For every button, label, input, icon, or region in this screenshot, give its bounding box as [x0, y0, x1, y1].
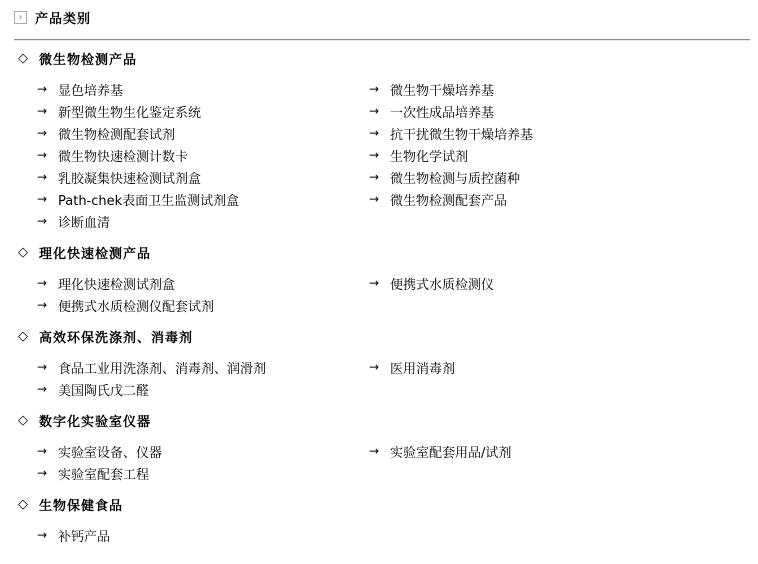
product-column-right: [346, 440, 750, 484]
product-column-right: [346, 356, 750, 400]
product-label: 微生物快速检测计数卡: [58, 149, 189, 165]
product-link[interactable]: [369, 188, 750, 210]
product-link[interactable]: [369, 272, 750, 294]
arrow-icon: →: [37, 82, 48, 96]
product-link[interactable]: [37, 210, 346, 232]
product-link[interactable]: [369, 78, 750, 100]
product-link[interactable]: [37, 166, 346, 188]
product-link[interactable]: [37, 356, 346, 378]
category-header: [14, 409, 750, 431]
category-columns: [14, 272, 750, 316]
product-column-left: [14, 356, 346, 400]
product-link[interactable]: [369, 356, 750, 378]
product-label: 生物化学试剂: [390, 149, 469, 165]
category-section: [14, 409, 750, 484]
category-columns: [14, 78, 750, 232]
category-columns: [14, 440, 750, 484]
product-label: 显色培养基: [58, 83, 124, 99]
arrow-icon: →: [37, 444, 48, 458]
product-column-right: [346, 78, 750, 232]
product-label: 微生物干燥培养基: [390, 83, 495, 99]
product-column-left: [14, 440, 346, 484]
product-label: 微生物检测配套试剂: [58, 127, 176, 143]
header-bullet-icon: ›: [14, 11, 27, 24]
product-label: 新型微生物生化鉴定系统: [58, 105, 202, 121]
product-label: 理化快速检测试剂盒: [58, 277, 176, 293]
arrow-icon: →: [37, 298, 48, 312]
page-header: [14, 8, 750, 26]
arrow-icon: →: [37, 148, 48, 162]
arrow-icon: →: [37, 360, 48, 374]
arrow-icon: →: [369, 126, 380, 140]
product-label: 实验室设备、仪器: [58, 445, 163, 461]
arrow-icon: →: [369, 360, 380, 374]
arrow-icon: →: [369, 170, 380, 184]
product-link[interactable]: [369, 100, 750, 122]
category-list: [14, 47, 750, 546]
category-title-link[interactable]: 理化快速检测产品: [39, 246, 152, 262]
category-header: [14, 493, 750, 515]
product-label: 一次性成品培养基: [390, 105, 495, 121]
product-label: 抗干扰微生物干燥培养基: [390, 127, 534, 143]
category-title-link[interactable]: 数字化实验室仪器: [39, 414, 152, 430]
product-link[interactable]: [37, 378, 346, 400]
product-link[interactable]: [37, 272, 346, 294]
product-link[interactable]: [369, 144, 750, 166]
diamond-bullet-icon: ◇: [18, 328, 28, 344]
category-title-link[interactable]: 微生物检测产品: [39, 52, 138, 68]
product-link[interactable]: [37, 524, 346, 546]
product-link[interactable]: [37, 294, 346, 316]
arrow-icon: →: [37, 126, 48, 140]
arrow-icon: →: [37, 382, 48, 396]
arrow-icon: →: [37, 170, 48, 184]
product-column-left: [14, 524, 346, 546]
product-link[interactable]: [369, 166, 750, 188]
product-link[interactable]: [37, 122, 346, 144]
product-link[interactable]: [37, 78, 346, 100]
diamond-bullet-icon: ◇: [18, 244, 28, 260]
product-label: 微生物检测与质控菌种: [390, 171, 521, 187]
product-label: Path-chek表面卫生监测试剂盒: [58, 193, 240, 209]
category-section: [14, 47, 750, 232]
diamond-bullet-icon: ◇: [18, 50, 28, 66]
product-label: 食品工业用洗涤剂、消毒剂、润滑剂: [58, 361, 267, 377]
product-label: 补钙产品: [58, 529, 111, 545]
category-header: [14, 241, 750, 263]
category-section: [14, 325, 750, 400]
arrow-icon: →: [369, 104, 380, 118]
product-column-left: [14, 78, 346, 232]
category-section: [14, 241, 750, 316]
category-header: [14, 47, 750, 69]
product-label: 便携式水质检测仪: [390, 277, 495, 293]
product-link[interactable]: [37, 144, 346, 166]
arrow-icon: →: [37, 214, 48, 228]
product-column-right: [346, 524, 750, 546]
arrow-icon: →: [369, 192, 380, 206]
product-link[interactable]: [369, 122, 750, 144]
arrow-icon: →: [37, 192, 48, 206]
product-label: 微生物检测配套产品: [390, 193, 508, 209]
product-link[interactable]: [369, 440, 750, 462]
product-column-right: [346, 272, 750, 316]
product-link[interactable]: [37, 188, 346, 210]
product-label: 实验室配套用品/试剂: [390, 445, 512, 461]
arrow-icon: →: [369, 444, 380, 458]
category-header: [14, 325, 750, 347]
product-column-left: [14, 272, 346, 316]
arrow-icon: →: [369, 276, 380, 290]
category-title-link[interactable]: 高效环保洗涤剂、消毒剂: [39, 330, 194, 346]
diamond-bullet-icon: ◇: [18, 412, 28, 428]
arrow-icon: →: [37, 466, 48, 480]
category-title-link[interactable]: 生物保健食品: [39, 498, 124, 514]
arrow-icon: →: [37, 528, 48, 542]
category-section: [14, 493, 750, 546]
product-label: 美国陶氏戊二醛: [58, 383, 150, 399]
product-label: 诊断血清: [58, 215, 111, 231]
arrow-icon: →: [369, 82, 380, 96]
product-label: 实验室配套工程: [58, 467, 150, 483]
product-link[interactable]: [37, 462, 346, 484]
category-columns: [14, 524, 750, 546]
product-link[interactable]: [37, 100, 346, 122]
arrow-icon: →: [37, 104, 48, 118]
product-label: 乳胶凝集快速检测试剂盒: [58, 171, 202, 187]
arrow-icon: →: [369, 148, 380, 162]
page-title: 产品类别: [35, 11, 92, 27]
product-label: 医用消毒剂: [390, 361, 456, 377]
diamond-bullet-icon: ◇: [18, 496, 28, 512]
header-divider: [14, 39, 750, 41]
arrow-icon: →: [37, 276, 48, 290]
product-label: 便携式水质检测仪配套试剂: [58, 299, 215, 315]
category-columns: [14, 356, 750, 400]
product-link[interactable]: [37, 440, 346, 462]
